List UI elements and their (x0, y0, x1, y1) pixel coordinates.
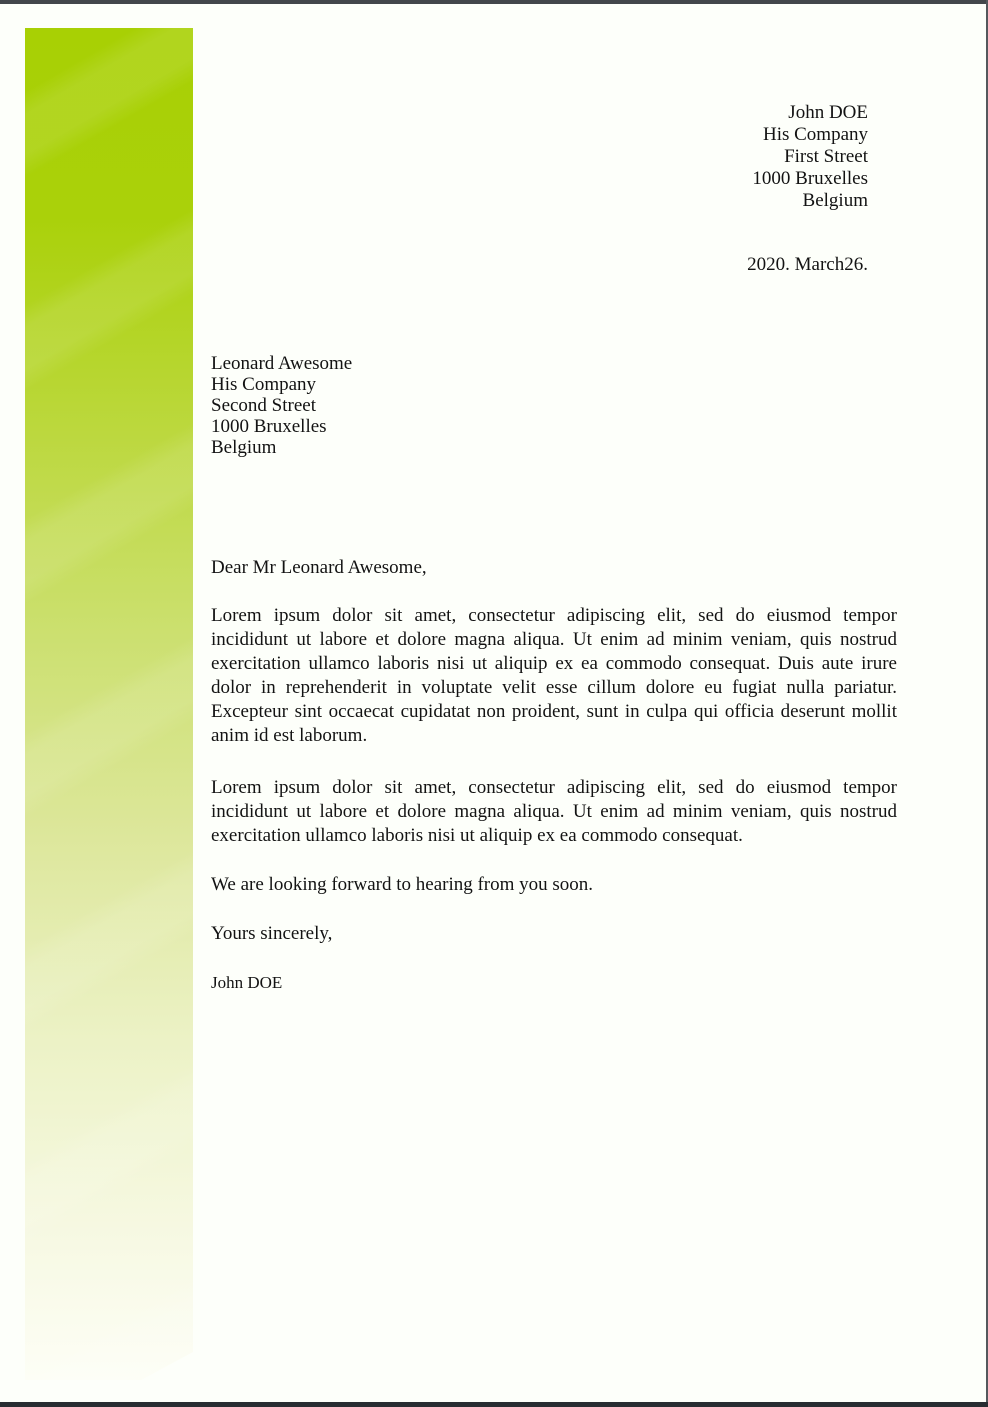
window-frame-bottom (0, 1402, 988, 1407)
window-frame-top (0, 0, 988, 4)
sender-city: 1000 Bruxelles (752, 168, 868, 189)
sender-name: John DOE (788, 102, 868, 123)
recipient-company: His Company (211, 374, 317, 395)
recipient-address-block (211, 353, 352, 458)
letter-body (211, 556, 897, 995)
recipient-street: Second Street (211, 395, 317, 416)
valediction: Yours sincerely, (211, 923, 333, 944)
signature: John DOE (211, 973, 283, 992)
sender-address-block (752, 102, 868, 212)
letter-date: 2020. March26. (747, 254, 868, 275)
recipient-city: 1000 Bruxelles (211, 416, 327, 437)
body-paragraph-2: Lorem ipsum dolor sit amet, consectetur adipiscing elit, sed do eiusmod tempor incididunt ut labore et dolore magna aliqua. Ut enim ad minim veniam, quis nostrud exercitation ullamco laboris nisi ut aliquip ex ea commodo consequat. (211, 777, 897, 846)
closing-line: We are looking forward to hearing from you soon. (211, 874, 594, 895)
recipient-name: Leonard Awesome (211, 353, 353, 374)
body-paragraph-1: Lorem ipsum dolor sit amet, consectetur adipiscing elit, sed do eiusmod tempor incididunt ut labore et dolore magna aliqua. Ut enim ad minim veniam, quis nostrud exercitation ullamco laboris nisi ut aliquip ex ea commodo consequat. Duis aute irure dolor in reprehenderit in voluptate velit esse cillum dolore eu fugiat nulla pariatur. Excepteur sint occaecat cupidatat non proident, sunt in culpa qui officia deserunt mollit anim id est laborum. (211, 605, 897, 746)
letterhead-green-stripe (25, 28, 193, 1380)
sender-country: Belgium (802, 190, 868, 211)
salutation: Dear Mr Leonard Awesome, (211, 557, 427, 578)
sender-street: First Street (784, 146, 868, 167)
recipient-country: Belgium (211, 437, 277, 458)
sender-company: His Company (762, 124, 868, 145)
